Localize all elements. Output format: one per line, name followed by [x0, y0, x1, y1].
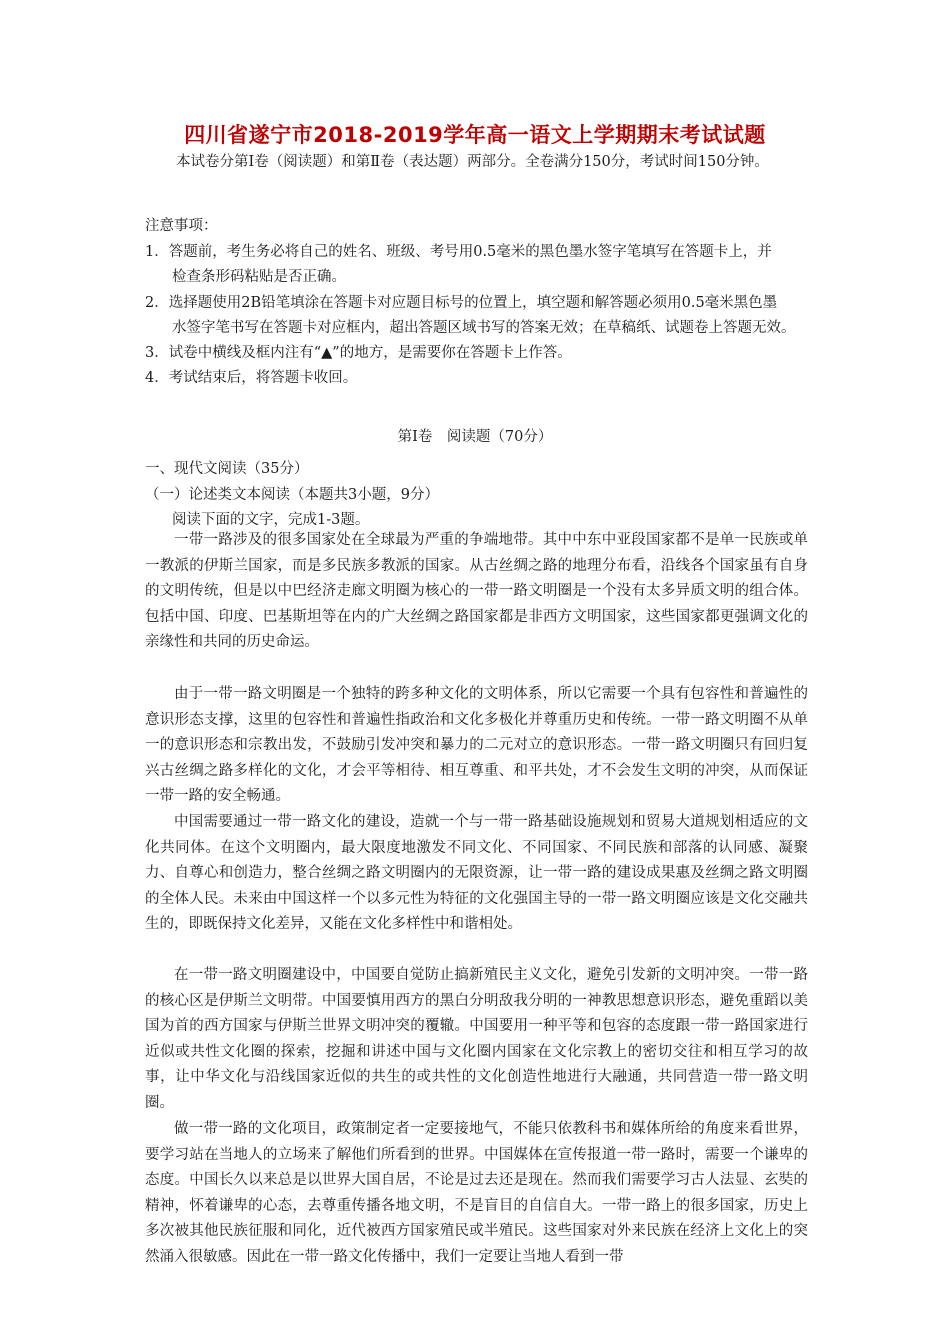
exam-title: 四川省遂宁市2018-2019学年高一语文上学期期末考试试题 — [184, 123, 766, 147]
notice-item-1-line-1: 1．答题前，考生务必将自己的姓名、班级、考号用0.5毫米的黑色墨水签字笔填写在答题卡上，并 — [145, 244, 772, 260]
passage-paragraph-4: 在一带一路文明圈建设中，中国要自觉防止搞新殖民主义文化，避免引发新的文明冲突。一带一路的核心区是伊斯兰文明带。中国要慎用西方的黑白分明敌我分明的一神教思想意识形态，避免重蹈以美国为首的西方国家与伊斯兰世界文明冲突的覆辙。中国要用一种平等和包容的态度跟一带一路国家进行近似或共性文化圈的探索，挖掘和讲述中国与文化圈内国家在文化宗教上的密切交往和相互学习的故事，让中华文化与沿线国家近似的共生的或共性的文化创造性地进行大融通，共同营造一带一路文明圈。 — [145, 967, 808, 1111]
section-heading: 一、现代文阅读（35分） — [145, 461, 309, 477]
passage-paragraph-1: 一带一路涉及的很多国家处在全球最为严重的争端地带。其中中东中亚段国家都不是单一民族或单一教派的伊斯兰国家，而是多民族多教派的国家。从古丝绸之路的地理分布看，沿线各个国家虽有自身的文明传统，但是以中巴经济走廊文明圈为核心的一带一路文明圈是一个没有太多异质文明的组合体。包括中国、印度、巴基斯坦等在内的广大丝绸之路国家都是非西方文明国家，这些国家都更强调文化的亲缘性和共同的历史命运。 — [145, 532, 808, 651]
exam-intro: 本试卷分第Ⅰ卷（阅读题）和第Ⅱ卷（表达题）两部分。全卷满分150分，考试时间150分钟。 — [176, 154, 769, 170]
notice-item-1-line-2: 检查条形码粘贴是否正确。 — [172, 269, 346, 285]
passage-paragraph-3: 中国需要通过一带一路文化的建设，造就一个与一带一路基础设施规划和贸易大道规划相适应的文化共同体。在这个文明圈内，最大限度地激发不同文化、不同国家、不同民族和部落的认同感、凝聚力、自尊心和创造力，整合丝绸之路文明圈内的无限资源，让一带一路的建设成果惠及丝绸之路文明圈的全体人民。未来由中国这样一个以多元性为特征的文化强国主导的一带一路文明圈应该是文化交融共生的，即既保持文化差异，又能在文化多样性中和谐相处。 — [145, 814, 808, 933]
passage-paragraph-5: 做一带一路的文化项目，政策制定者一定要接地气，不能只依教科书和媒体所给的角度来看世界，要学习站在当地人的立场来了解他们所看到的世界。中国媒体在宣传报道一带一路时，需要一个谦卑的态度。中国长久以来总是以世界大国自居，不论是过去还是现在。然而我们需要学习古人法显、玄奘的精神，怀着谦卑的心态，去尊重传播各地文明，不是盲目的自信自大。一带一路上的很多国家，历史上多次被其他民族征服和同化，近代被西方国家殖民或半殖民。这些国家对外来民族在经济上文化上的突然涌入很敏感。因此在一带一路文化传播中，我们一定要让当地人看到一带 — [145, 1121, 808, 1265]
notice-heading: 注意事项： — [145, 218, 218, 234]
notice-item-4: 4．考试结束后，将答题卡收回。 — [145, 370, 358, 386]
notice-item-2-line-1: 2．选择题使用2B铅笔填涂在答题卡对应题目标号的位置上，填空题和解答题必须用0.5毫米黑色墨 — [145, 295, 778, 311]
notice-item-2-line-2: 水签字笔书写在答题卡对应框内，超出答题区域书写的答案无效；在草稿纸、试题卷上答题无效。 — [172, 320, 796, 336]
notice-item-3: 3．试卷中横线及框内注有“▲”的地方，是需要你在答题卡上作答。 — [145, 345, 572, 361]
subsection-heading: （一）论述类文本阅读（本题共3小题，9分） — [145, 487, 439, 503]
passage-paragraph-2: 由于一带一路文明圈是一个独特的跨多种文化的文明体系，所以它需要一个具有包容性和普遍性的意识形态支撑，这里的包容性和普遍性指政治和文化多极化并尊重历史和传统。一带一路文明圈不从单一的意识形态和宗教出发，不鼓励引发冲突和暴力的二元对立的意识形态。一带一路文明圈只有回归复兴古丝绸之路多样化的文化，才会平等相待、相互尊重、和平共处，才不会发生文明的冲突，从而保证一带一路的安全畅通。 — [145, 686, 808, 805]
reading-instruction: 阅读下面的文字，完成1-3题。 — [172, 512, 370, 528]
part-title: 第Ⅰ卷 阅读题（70分） — [397, 429, 553, 445]
